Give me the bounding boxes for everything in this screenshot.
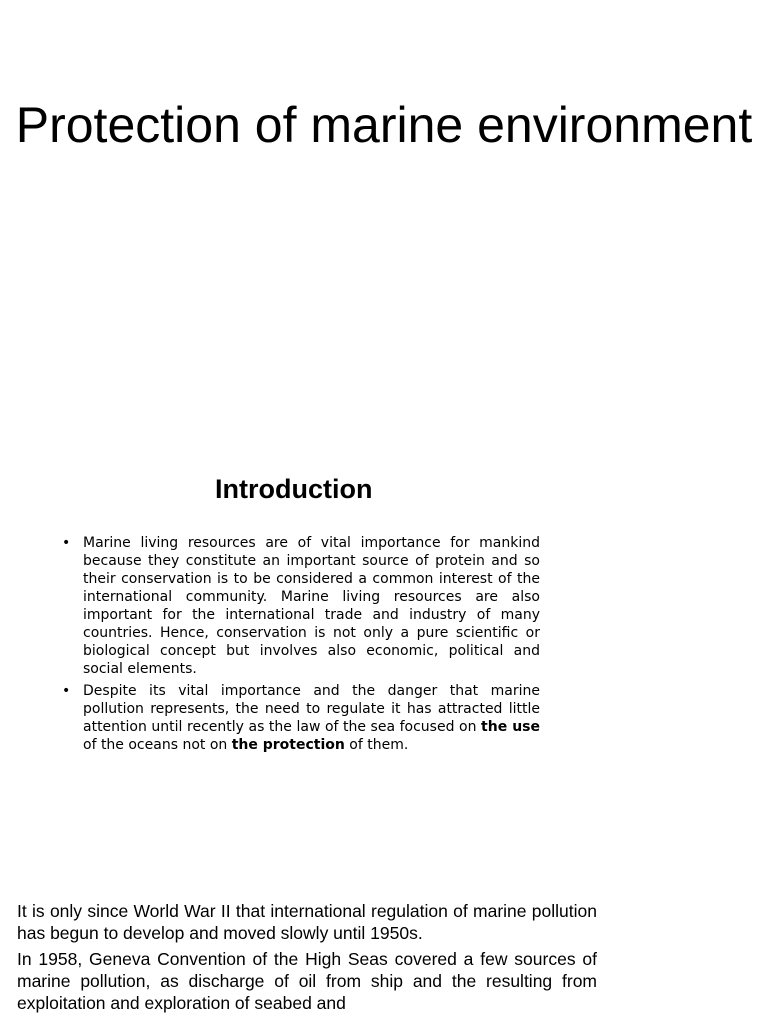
page-title: Protection of marine environment	[15, 97, 753, 153]
emphasis-the-protection: the protection	[231, 737, 345, 753]
introduction-bullet-list	[62, 534, 540, 758]
bullet-icon: •	[62, 535, 71, 551]
history-slide	[0, 895, 768, 1024]
emphasis-the-use: the use	[481, 719, 540, 735]
history-text-block	[17, 900, 597, 1018]
introduction-heading: Introduction	[215, 474, 373, 504]
bullet-text-part: Despite its vital importance and the danger that marine pollution represents, the need to regulate it has attracted little attention until recently as the law of the sea focused on	[83, 683, 540, 735]
introduction-slide	[0, 440, 768, 840]
bullet-text-part: of the oceans not on	[83, 737, 232, 753]
history-paragraph: It is only since World War II that international regulation of marine pollution has begun to develop and moved slowly until 1950s.	[17, 901, 597, 943]
title-slide	[0, 0, 768, 430]
bullet-item-marine-resources	[62, 534, 540, 678]
bullet-item-pollution	[62, 682, 540, 754]
bullet-icon: •	[62, 683, 71, 699]
bullet-text: Marine living resources are of vital importance for mankind because they constitute an important source of protein and so their conservation is to be considered a common interest of the international community. Marine living resources are also important for the international trade and industry of many countries. Hence, conservation is not only a pure scientific or biological concept but involves also economic, political and social elements.	[83, 535, 540, 677]
bullet-text-part: of them.	[344, 737, 409, 753]
history-paragraph: In 1958, Geneva Convention of the High Seas covered a few sources of marine pollution, as discharge of oil from ship and the resulting from exploitation and exploration of seabed and	[17, 949, 597, 1013]
